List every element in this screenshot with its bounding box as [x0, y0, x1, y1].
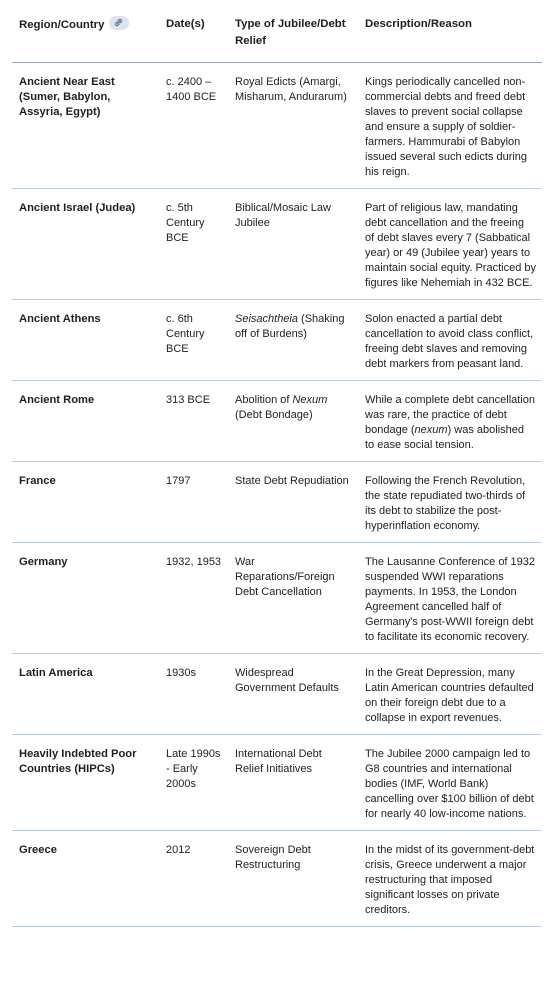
region-cell: Ancient Rome: [12, 381, 159, 462]
header-region: [12, 8, 159, 63]
type-italic-term: Seisachtheia: [235, 313, 298, 325]
dates-cell: c. 5th Century BCE: [159, 189, 228, 300]
region-cell: Greece: [12, 831, 159, 927]
description-cell: The Jubilee 2000 campaign led to G8 countries and international bodies (IMF, World Bank) cancelling over $100 billion of debt for nearly 40 low-income nations.: [358, 735, 542, 831]
type-cell: Widespread Government Defaults: [228, 654, 358, 735]
desc-rest: ) was abolished to ease social tension.: [365, 424, 525, 451]
type-cell: War Reparations/Foreign Debt Cancellation: [228, 543, 358, 654]
link-icon[interactable]: [109, 16, 129, 30]
type-rest: (Shaking off of Burdens): [235, 313, 345, 340]
description-cell: In the midst of its government-debt crisis, Greece underwent a major restructuring that imposed significant losses on private creditors.: [358, 831, 542, 927]
desc-pre: While a complete debt cancellation was rare, the practice of debt bondage (: [365, 394, 535, 436]
desc-italic-term: nexum: [414, 424, 448, 436]
region-cell: Heavily Indebted Poor Countries (HIPCs): [12, 735, 159, 831]
dates-cell: 1932, 1953: [159, 543, 228, 654]
type-rest: (Debt Bondage): [235, 409, 313, 421]
dates-cell: 2012: [159, 831, 228, 927]
type-cell: [228, 381, 358, 462]
header-region-label: Region/Country: [19, 19, 105, 31]
dates-cell: Late 1990s - Early 2000s: [159, 735, 228, 831]
type-pre: Abolition of: [235, 394, 293, 406]
header-type: Type of Jubilee/Debt Relief: [228, 8, 358, 63]
region-cell: Ancient Israel (Judea): [12, 189, 159, 300]
header-dates: Date(s): [159, 8, 228, 63]
dates-cell: 1930s: [159, 654, 228, 735]
description-cell: Part of religious law, mandating debt cancellation and the freeing of debt slaves every 7 (Sabbatical year) or 49 (Jubilee year) years to maintain social equity. Practiced by figures like Nehemiah in 432 BCE.: [358, 189, 542, 300]
region-cell: France: [12, 462, 159, 543]
table-row: [12, 189, 542, 300]
table-row: [12, 300, 542, 381]
description-cell: In the Great Depression, many Latin American countries defaulted on their foreign debt due to a collapse in export revenues.: [358, 654, 542, 735]
table-header-row: [12, 8, 542, 63]
type-cell: [228, 300, 358, 381]
description-cell: [358, 381, 542, 462]
region-cell: Ancient Near East (Sumer, Babylon, Assyria, Egypt): [12, 63, 159, 189]
description-cell: Kings periodically cancelled non-commercial debts and freed debt slaves to prevent social collapse and ensure a supply of soldier-farmers. Hammurabi of Babylon issued several such edicts during his reign.: [358, 63, 542, 189]
region-cell: Germany: [12, 543, 159, 654]
dates-cell: c. 6th Century BCE: [159, 300, 228, 381]
table-row: [12, 462, 542, 543]
type-cell: State Debt Repudiation: [228, 462, 358, 543]
table-row: [12, 381, 542, 462]
table-row: [12, 654, 542, 735]
table-row: [12, 735, 542, 831]
description-cell: The Lausanne Conference of 1932 suspended WWI reparations payments. In 1953, the London Agreement cancelled half of Germany's post-WWII foreign debt to facilitate its economic recovery.: [358, 543, 542, 654]
header-description: Description/Reason: [358, 8, 542, 63]
region-cell: Latin America: [12, 654, 159, 735]
dates-cell: 313 BCE: [159, 381, 228, 462]
type-italic-term: Nexum: [292, 394, 328, 406]
dates-cell: c. 2400 – 1400 BCE: [159, 63, 228, 189]
dates-cell: 1797: [159, 462, 228, 543]
debt-relief-table: [12, 8, 542, 927]
table-row: [12, 831, 542, 927]
type-cell: International Debt Relief Initiatives: [228, 735, 358, 831]
description-cell: Following the French Revolution, the state repudiated two-thirds of its debt to stabilize the post-hyperinflation economy.: [358, 462, 542, 543]
table-row: [12, 63, 542, 189]
description-cell: Solon enacted a partial debt cancellation to avoid class conflict, freeing debt slaves and removing debt markers from peasant land.: [358, 300, 542, 381]
region-cell: Ancient Athens: [12, 300, 159, 381]
table-row: [12, 543, 542, 654]
type-cell: Biblical/Mosaic Law Jubilee: [228, 189, 358, 300]
type-cell: Royal Edicts (Amargi, Misharum, Andurarum): [228, 63, 358, 189]
type-cell: Sovereign Debt Restructuring: [228, 831, 358, 927]
